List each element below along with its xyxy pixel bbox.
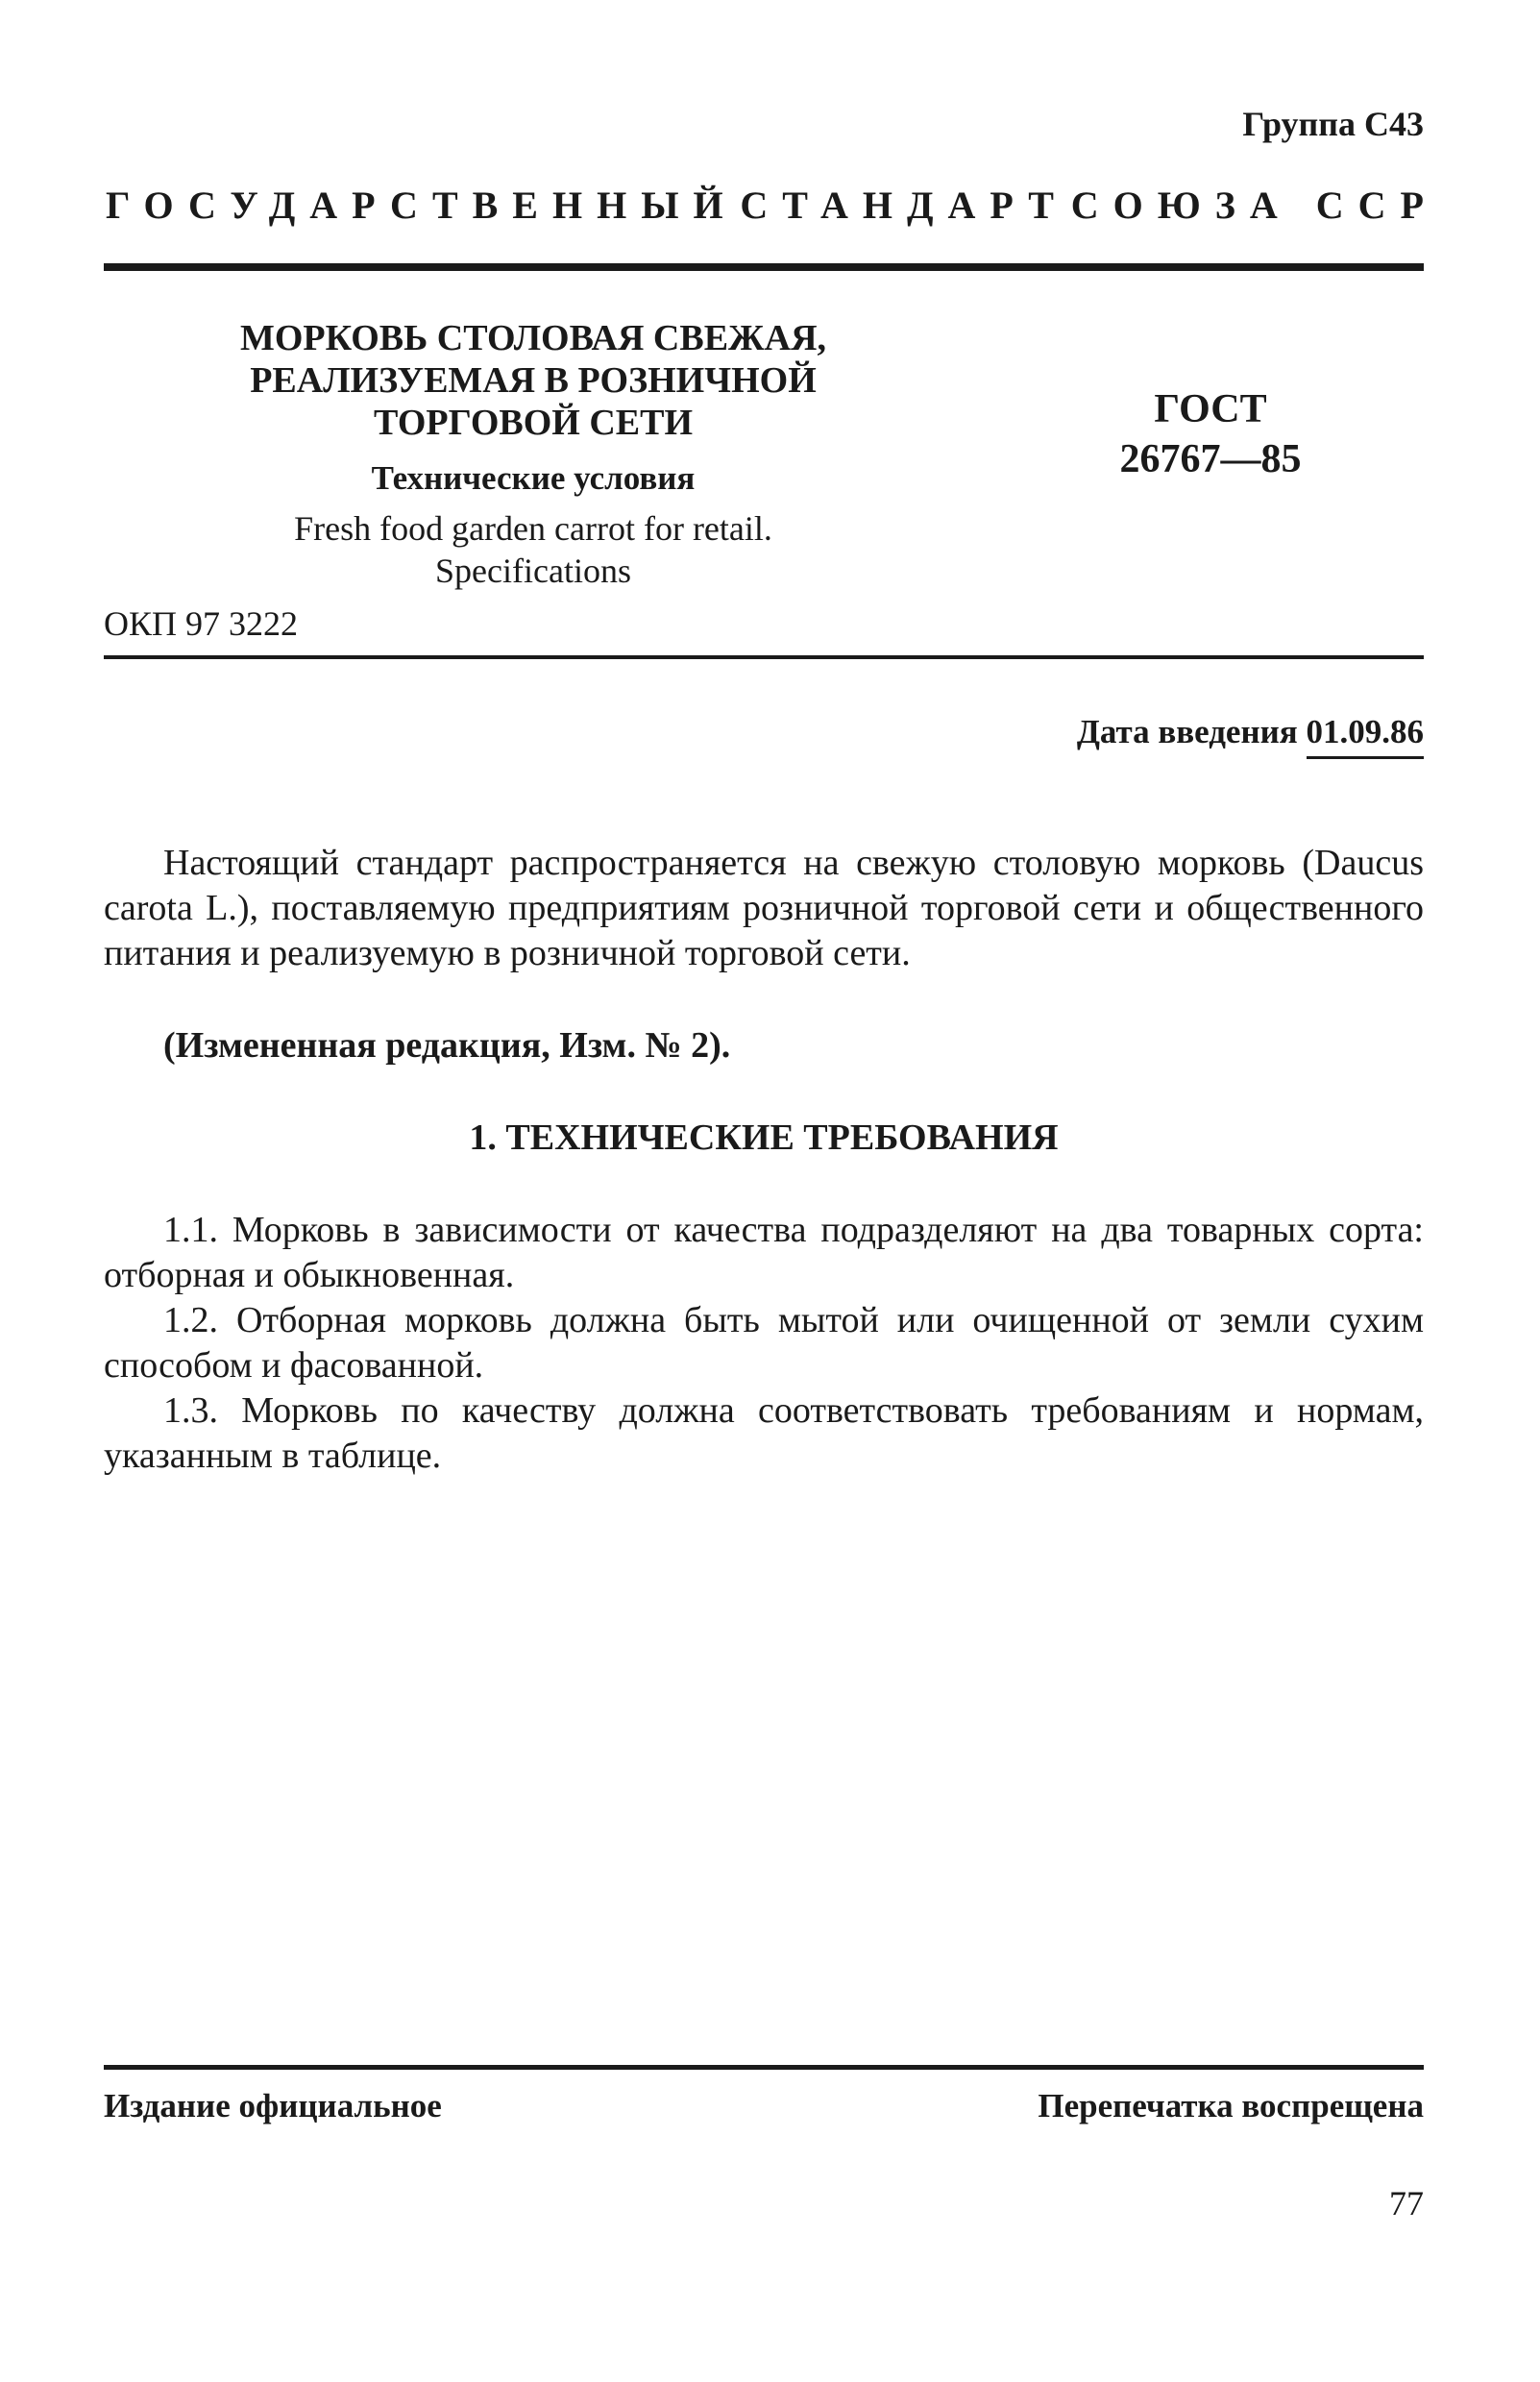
date-label: Дата введения <box>1076 713 1298 750</box>
reprint-prohibited-label: Перепечатка воспрещена <box>1038 2087 1424 2124</box>
requirements-list <box>104 1208 1424 1479</box>
requirement-item: 1.2. Отборная морковь должна быть мытой или очищенной от земли сухим способом и фасованной. <box>104 1300 1424 1386</box>
title-subtitle: Технические условия <box>371 459 696 497</box>
amendment-note: (Измененная редакция, Изм. № 2). <box>163 1025 731 1066</box>
english-title-line-2: Specifications <box>435 552 631 590</box>
state-word-3: СОЮЗА ССР <box>1070 184 1438 227</box>
section-title: 1. ТЕХНИЧЕСКИЕ ТРЕБОВАНИЯ <box>469 1117 1059 1158</box>
intro-paragraph: Настоящий стандарт распространяется на свежую столовую морковь (Daucus carota L.), поставляемую предприятиям розничной торговой сети и общественного питания и реализуемую в розничной торговой сети. <box>104 843 1424 973</box>
standard-title-block <box>192 317 874 592</box>
footer-divider <box>104 2065 1424 2070</box>
requirement-item: 1.1. Морковь в зависимости от качества подразделяют на два товарных сорта: отборная и обыкновенная. <box>104 1210 1424 1295</box>
date-value: 01.09.86 <box>1307 713 1425 759</box>
gost-label: ГОСТ <box>1154 387 1267 431</box>
gost-number: 26767—85 <box>1119 437 1302 481</box>
middle-divider <box>104 655 1424 659</box>
group-code: Группа С43 <box>1242 105 1424 143</box>
page-number: 77 <box>1389 2184 1424 2222</box>
state-word-2: СТАНДАРТ <box>740 184 1068 227</box>
state-standard-heading <box>106 183 1438 228</box>
top-divider <box>104 263 1424 271</box>
requirement-item: 1.3. Морковь по качеству должна соответствовать требованиям и нормам, указанным в таблице. <box>104 1390 1424 1476</box>
official-edition-label: Издание официальное <box>104 2087 442 2124</box>
okp-code: ОКП 97 3222 <box>104 604 299 643</box>
state-word-1: ГОСУДАРСТВЕННЫЙ <box>106 184 738 227</box>
gost-designation <box>1057 384 1364 484</box>
english-title-line-1: Fresh food garden carrot for retail. <box>294 509 772 548</box>
title-line-3: ТОРГОВОЙ СЕТИ <box>373 403 694 443</box>
title-line-1: МОРКОВЬ СТОЛОВАЯ СВЕЖАЯ, <box>239 318 827 358</box>
title-line-2: РЕАЛИЗУЕМАЯ В РОЗНИЧНОЙ <box>250 360 817 401</box>
introduction-date <box>1077 713 1424 751</box>
